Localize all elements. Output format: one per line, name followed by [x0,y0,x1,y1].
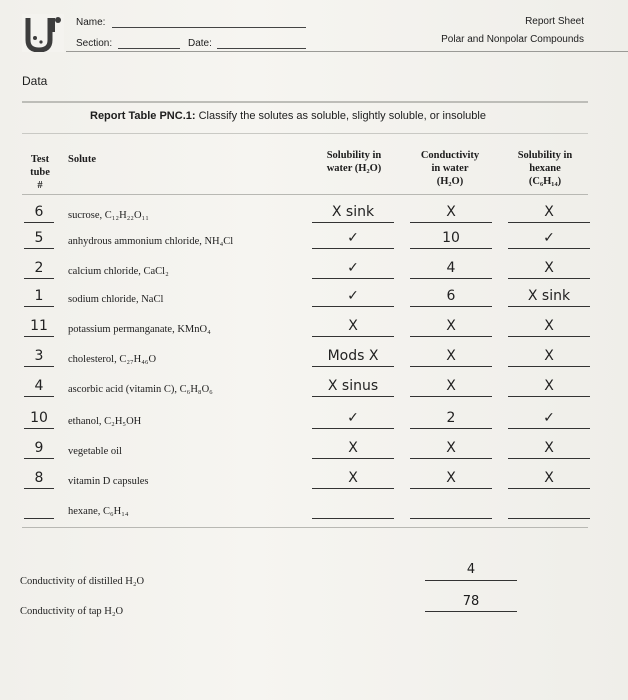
conductivity-cell[interactable]: X [446,470,456,486]
hexane-solubility-cell[interactable]: X [544,470,554,486]
test-tube-number[interactable]: 9 [34,440,44,456]
table-row [0,318,628,348]
conductivity-cell[interactable]: 4 [446,260,456,276]
hexane-solubility-cell[interactable]: X sink [527,288,571,304]
data-heading: Data [22,74,48,88]
test-tube-number[interactable]: 11 [30,318,48,334]
header-bottom-rule [22,194,588,195]
solute-name: calcium chloride, CaCl₂ [68,266,169,277]
hexane-solubility-cell[interactable]: ✓ [543,230,555,246]
distilled-water-label: Conductivity of distilled H₂O [20,576,145,587]
water-solubility-cell[interactable]: ✓ [347,410,359,426]
tap-water-value[interactable]: 78 [462,594,480,609]
section-label: Section: [76,38,113,49]
col-header-test-tube: Test tube # [30,154,50,191]
col-header-hexane: Solubility in hexane (C₆H₁₄) [517,150,573,187]
conductivity-cell[interactable] [410,500,492,520]
test-tube-number[interactable]: 6 [34,204,44,220]
tap-water-line [425,611,517,612]
hexane-solubility-cell[interactable] [508,500,590,520]
table-title [90,110,486,122]
distilled-water-line [425,580,517,581]
table-top-rule [22,133,588,134]
hexane-solubility-cell[interactable]: X [544,440,554,456]
table-row [0,440,628,470]
water-solubility-cell[interactable]: X [348,470,358,486]
water-solubility-cell[interactable]: ✓ [347,288,359,304]
solute-name: vegetable oil [68,446,122,457]
test-tube-number[interactable]: 1 [34,288,44,304]
table-row [0,378,628,408]
water-solubility-cell[interactable]: X sink [331,204,375,220]
col-header-solute: Solute [68,154,97,165]
section-field[interactable] [118,48,180,49]
table-row [0,410,628,440]
table-row [0,230,628,260]
table-row [0,500,628,530]
solute-name: anhydrous ammonium chloride, NH₄Cl [68,236,234,247]
hexane-solubility-cell[interactable]: ✓ [543,410,555,426]
test-tube-number[interactable]: 4 [34,378,44,394]
data-divider [22,101,588,103]
col-header-water: Solubility in water (H₂O) [326,150,382,174]
table-row [0,470,628,500]
water-solubility-cell[interactable] [312,500,394,520]
table-row [0,348,628,378]
solute-name: sucrose, C₁₂H₂₂O₁₁ [68,210,149,221]
water-solubility-cell[interactable]: X [348,440,358,456]
hexane-solubility-cell[interactable]: X [544,348,554,364]
name-field[interactable] [112,27,306,28]
water-solubility-cell[interactable]: ✓ [347,260,359,276]
solute-name: sodium chloride, NaCl [68,294,164,305]
water-solubility-cell[interactable]: Mods X [327,348,379,364]
hexane-solubility-cell[interactable]: X [544,378,554,394]
conductivity-cell[interactable]: 2 [446,410,456,426]
date-field[interactable] [217,48,306,49]
conductivity-cell[interactable]: X [446,378,456,394]
header-divider [66,51,628,52]
conductivity-cell[interactable]: X [446,318,456,334]
table-bottom-rule [22,527,588,528]
conductivity-cell[interactable]: X [446,440,456,456]
hexane-solubility-cell[interactable]: X [544,318,554,334]
tap-water-label: Conductivity of tap H₂O [20,606,124,617]
solute-name: potassium permanganate, KMnO₄ [68,324,211,335]
conductivity-cell[interactable]: 6 [446,288,456,304]
col-header-conductivity: Conductivity in water (H₂O) [420,150,480,187]
test-tube-number[interactable]: 8 [34,470,44,486]
conductivity-cell[interactable]: X [446,204,456,220]
distilled-water-value[interactable]: 4 [466,562,476,577]
conductivity-cell[interactable]: 10 [442,230,460,246]
conductivity-cell[interactable]: X [446,348,456,364]
table-title-text: Classify the solutes as soluble, slightly soluble, or insoluble [198,110,486,122]
date-label: Date: [188,38,212,49]
hexane-solubility-cell[interactable]: X [544,260,554,276]
test-tube-number[interactable]: 3 [34,348,44,364]
solute-name: hexane, C₆H₁₄ [68,506,129,517]
test-tube-number[interactable]: 2 [34,260,44,276]
solute-name: cholesterol, C₂₇H₄₆O [68,354,157,365]
table-row [0,288,628,318]
solute-name: vitamin D capsules [68,476,149,487]
water-solubility-cell[interactable]: X sinus [327,378,379,394]
water-solubility-cell[interactable]: ✓ [347,230,359,246]
experiment-title: Polar and Nonpolar Compounds [441,34,584,45]
report-sheet-title: Report Sheet [525,16,584,27]
test-tube-number[interactable]: 5 [34,230,44,246]
hexane-solubility-cell[interactable]: X [544,204,554,220]
table-title-number: Report Table PNC.1: [90,110,196,122]
table-row [0,260,628,290]
solute-name: ethanol, C₂H₅OH [68,416,142,427]
test-tube-number[interactable]: 10 [30,410,48,426]
water-solubility-cell[interactable]: X [348,318,358,334]
solute-name: ascorbic acid (vitamin C), C₆H₈O₆ [68,384,213,395]
name-label: Name: [76,17,106,28]
flask-logo-icon [22,14,64,52]
